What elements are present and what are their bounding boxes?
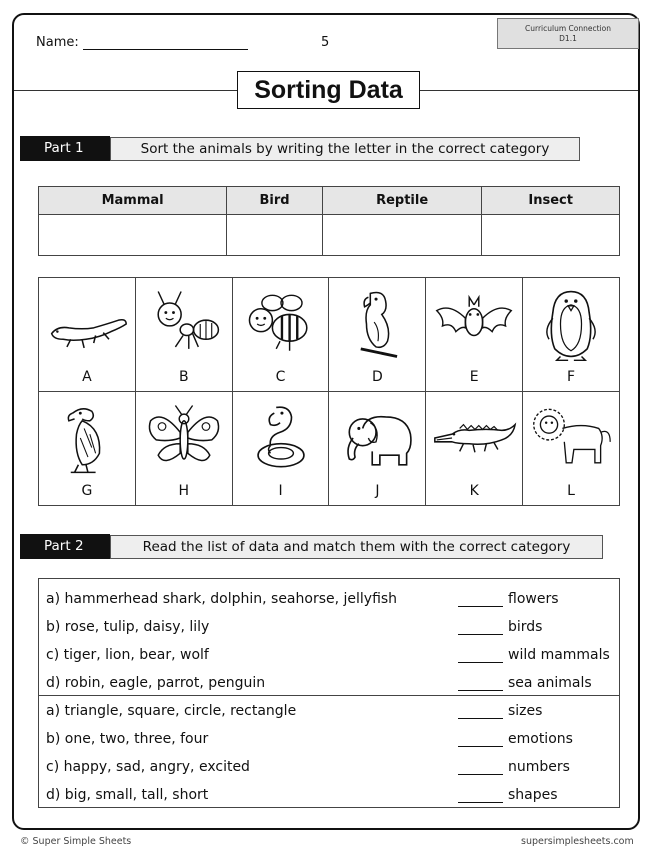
category-header-bird: Bird [227,187,323,215]
animal-letter: G [81,483,93,499]
match-category: flowers [508,591,559,607]
animal-cell-e [426,278,523,392]
match-item: d) big, small, tall, short [46,787,209,803]
bat-icon [431,283,517,365]
answer-blank[interactable] [458,690,503,691]
animal-cell-f [523,278,620,392]
animal-letter: I [278,483,283,499]
answer-cell-bird[interactable] [227,215,323,256]
answer-blank[interactable] [458,606,503,607]
animal-letter: A [82,369,92,385]
animal-cell-h [135,392,232,506]
answer-blank[interactable] [458,662,503,663]
match-row [46,759,616,779]
page-number: 5 [321,35,330,50]
parrot-icon [334,283,420,365]
category-table [38,186,620,256]
match-category: numbers [508,759,570,775]
animal-cell-b [135,278,232,392]
match-item: b) rose, tulip, daisy, lily [46,619,210,635]
animal-cell-i [232,392,329,506]
match-row [46,619,616,639]
bee-icon [238,283,324,365]
answer-cell-mammal[interactable] [39,215,227,256]
name-label: Name: [36,35,79,50]
category-header-mammal: Mammal [39,187,227,215]
animal-cell-k [426,392,523,506]
penguin-icon [528,283,614,365]
curriculum-connection-box [497,18,639,49]
footer-copyright: © Super Simple Sheets [20,836,132,847]
match-item: c) happy, sad, angry, excited [46,759,250,775]
animal-letter: F [567,369,576,385]
match-row [46,591,616,611]
answer-blank[interactable] [458,634,503,635]
answer-cell-insect[interactable] [482,215,620,256]
animal-letter: J [375,483,380,499]
answer-blank[interactable] [458,774,503,775]
footer-website: supersimplesheets.com [521,836,634,847]
curriculum-code: D1.1 [559,34,577,43]
page-title: Sorting Data [237,71,420,109]
animal-letter: C [275,369,286,385]
name-field-line[interactable] [83,49,248,50]
crocodile-icon [431,397,517,479]
answer-blank[interactable] [458,802,503,803]
part2-tab: Part 2 [20,534,110,559]
match-row [46,647,616,667]
part2-instruction: Read the list of data and match them with the correct category [110,535,603,559]
lizard-icon [44,283,130,365]
match-category: sea animals [508,675,592,691]
match-category: wild mammals [508,647,610,663]
animal-cell-g [39,392,136,506]
title-divider-right [420,90,638,91]
answer-blank[interactable] [458,718,503,719]
match-row [46,787,616,807]
animal-picture-grid [38,277,620,506]
answer-cell-reptile[interactable] [322,215,481,256]
match-item: c) tiger, lion, bear, wolf [46,647,209,663]
part1-instruction: Sort the animals by writing the letter in the correct category [110,137,580,161]
match-item: d) robin, eagle, parrot, penguin [46,675,266,691]
animal-cell-c [232,278,329,392]
category-header-insect: Insect [482,187,620,215]
part1-tab: Part 1 [20,136,110,161]
answer-blank[interactable] [458,746,503,747]
animal-letter: H [178,483,189,499]
animal-cell-a [39,278,136,392]
match-category: shapes [508,787,558,803]
match-item: a) triangle, square, circle, rectangle [46,703,297,719]
animal-letter: B [178,369,189,385]
butterfly-icon [141,397,227,479]
matching-group-divider [38,695,620,696]
title-divider-left [14,90,237,91]
ant-icon [141,283,227,365]
animal-cell-d [329,278,426,392]
category-header-reptile: Reptile [322,187,481,215]
match-category: birds [508,619,543,635]
snake-icon [238,397,324,479]
animal-letter: K [469,483,479,499]
curriculum-connection-label: Curriculum Connection [525,24,611,33]
animal-cell-l [523,392,620,506]
match-row [46,731,616,751]
match-row [46,703,616,723]
elephant-icon [334,397,420,479]
match-row [46,675,616,695]
lion-icon [528,397,614,479]
match-item: a) hammerhead shark, dolphin, seahorse, jellyfish [46,591,398,607]
animal-cell-j [329,392,426,506]
animal-letter: D [372,369,383,385]
animal-letter: L [567,483,575,499]
match-category: sizes [508,703,543,719]
eagle-icon [44,397,130,479]
animal-letter: E [469,369,479,385]
match-item: b) one, two, three, four [46,731,209,747]
match-category: emotions [508,731,573,747]
